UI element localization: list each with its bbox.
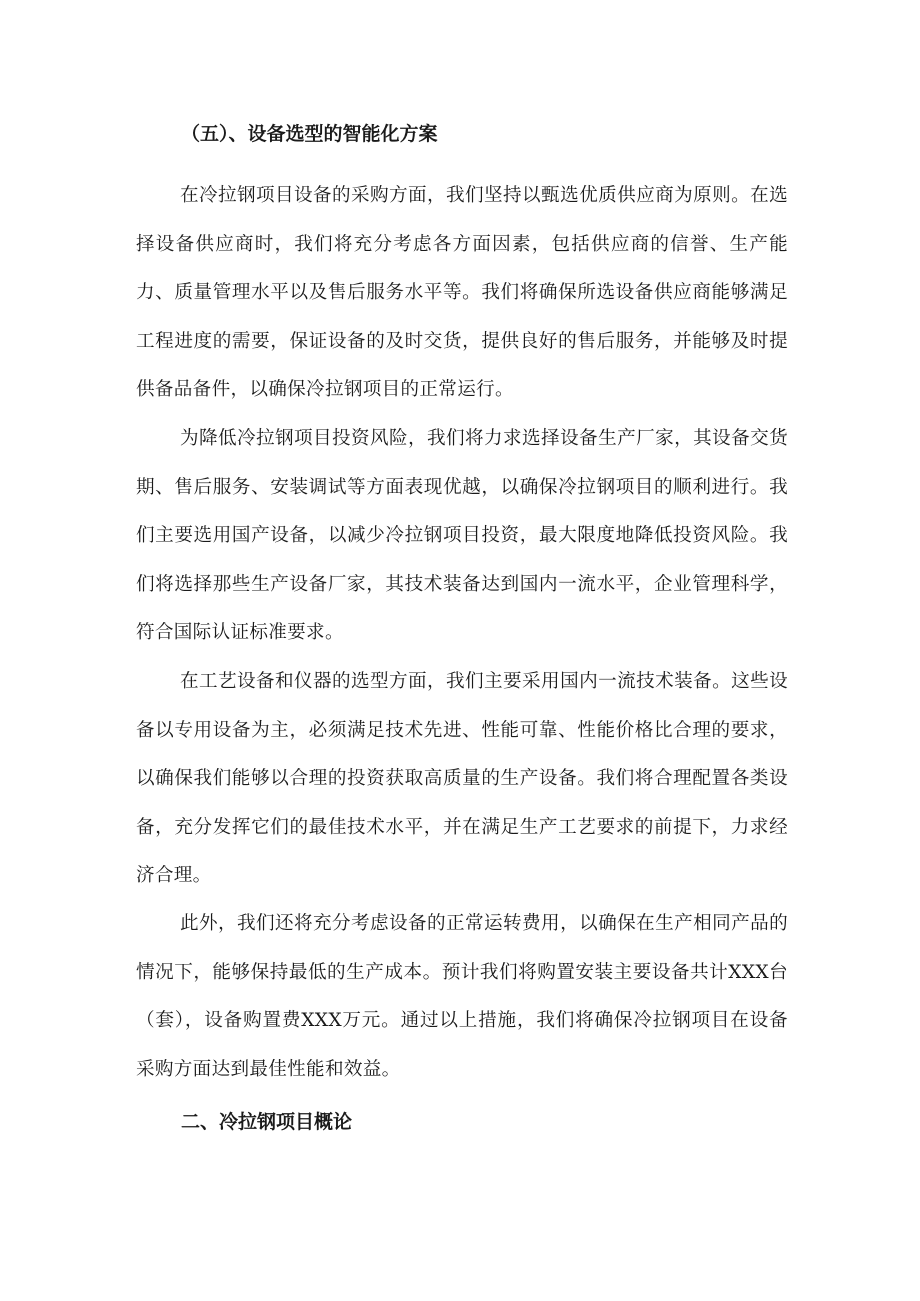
paragraph-equipment-selection: 在工艺设备和仪器的选型方面，我们主要采用国内一流技术装备。这些设备以专用设备为主，必须满足技术先进、性能可靠、性能价格比合理的要求，以确保我们能够以合理的投资获取高质量的生产设备。我们将合理配置各类设备，充分发挥它们的最佳技术水平，并在满足生产工艺要求的前提下，力求经济合理。 bbox=[136, 671, 788, 886]
chapter-heading: 二、冷拉钢项目概论 bbox=[181, 1111, 353, 1133]
paragraph-operating-cost: 此外，我们还将充分考虑设备的正常运转费用，以确保在生产相同产品的情况下，能够保持最低的生产成本。预计我们将购置安装主要设备共计XXX台（套），设备购置费XXX万元。通过以上措施，我们将确保冷拉钢项目在设备采购方面达到最佳性能和效益。 bbox=[136, 913, 788, 1080]
paragraph-investment-risk: 为降低冷拉钢项目投资风险，我们将力求选择设备生产厂家，其设备交货期、售后服务、安装调试等方面表现优越，以确保冷拉钢项目的顺利进行。我们主要选用国产设备，以减少冷拉钢项目投资，最大限度地降低投资风险。我们将选择那些生产设备厂家，其技术装备达到国内一流水平，企业管理科学，符合国际认证标准要求。 bbox=[136, 428, 788, 643]
section-heading: （五）、设备选型的智能化方案 bbox=[181, 123, 438, 145]
paragraph-supplier-selection: 在冷拉钢项目设备的采购方面，我们坚持以甄选优质供应商为原则。在选择设备供应商时，我们将充分考虑各方面因素，包括供应商的信誉、生产能力、质量管理水平以及售后服务水平等。我们将确保所选设备供应商能够满足工程进度的需要，保证设备的及时交货，提供良好的售后服务，并能够及时提供备品备件，以确保冷拉钢项目的正常运行。 bbox=[136, 185, 788, 400]
